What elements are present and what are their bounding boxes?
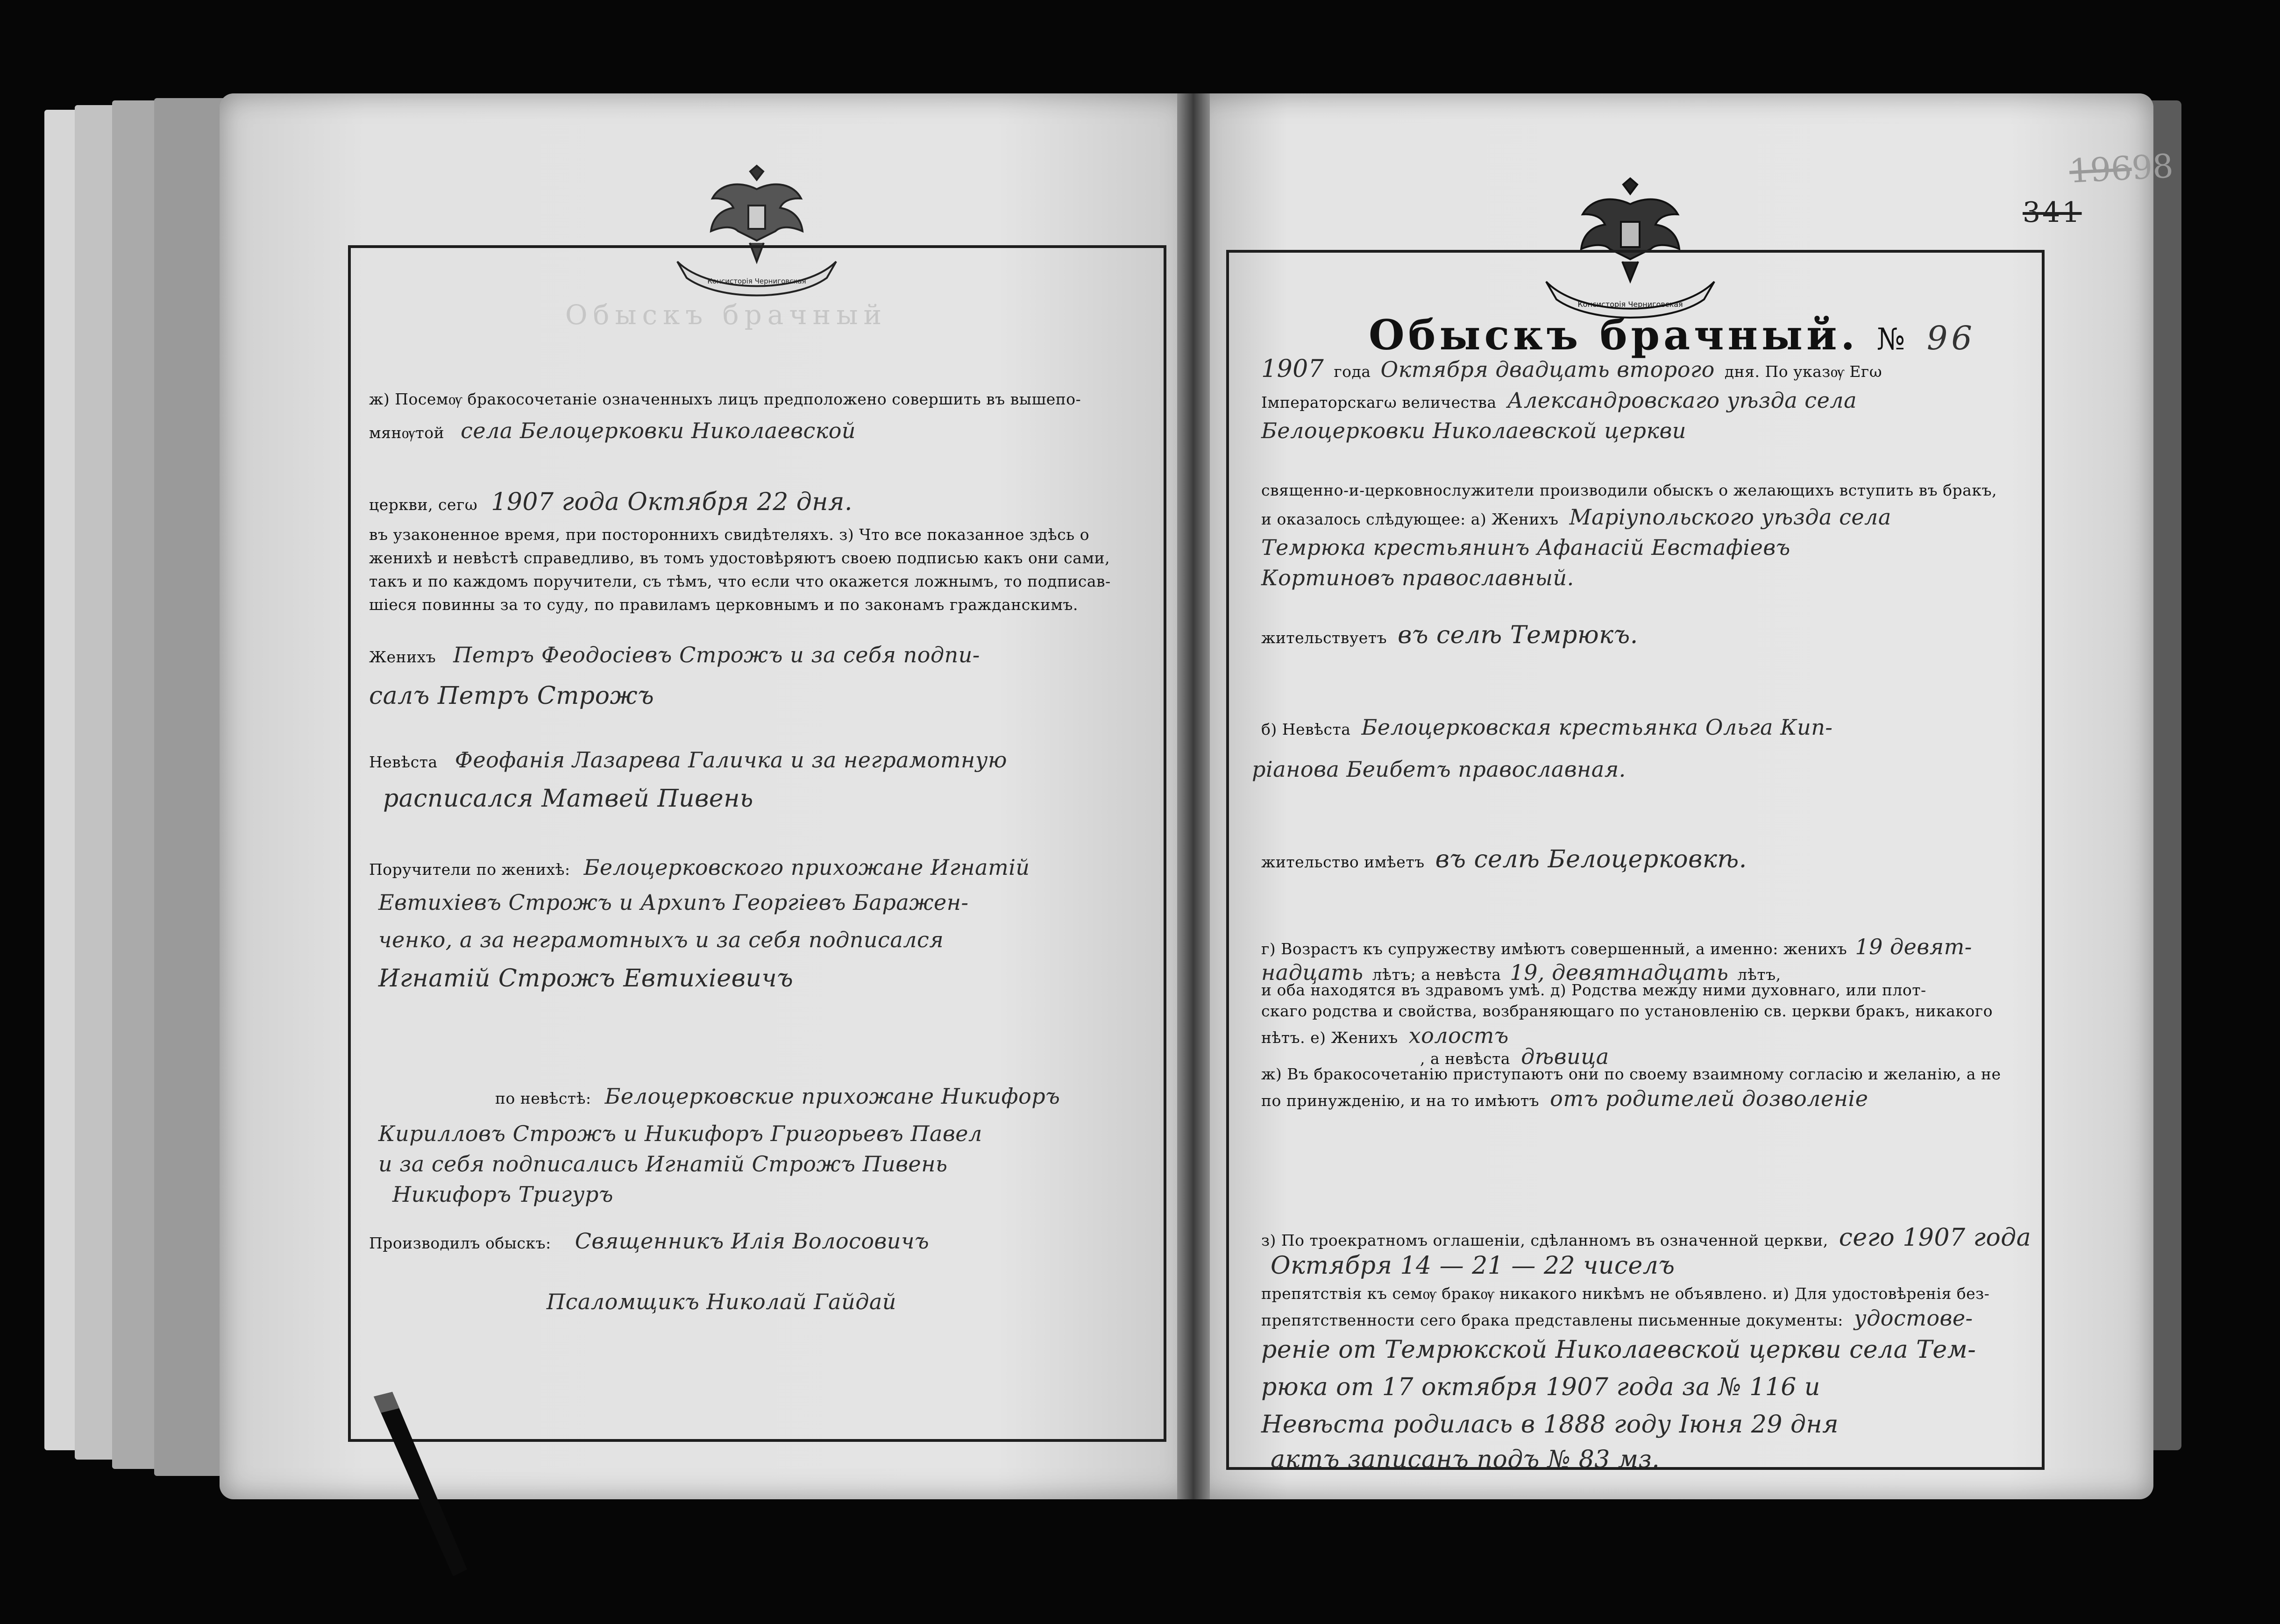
age-line: и оба находятся въ здравомъ умѣ. д) Родства между ними духовнаго, или плот- xyxy=(1261,981,1926,999)
emblem-ribbon-text: Консисторія Черниговская xyxy=(707,277,806,285)
groom-hw-line: Кортиновъ православный. xyxy=(1261,565,1574,590)
groom-guarantors-line: Игнатій Строжъ Евтихіевичъ xyxy=(378,964,794,993)
banns-line: з) По троекратномъ оглашеніи, сдѣланномъ въ означенной церкви, сего 1907 года xyxy=(1261,1224,2031,1252)
folio-number: 341 xyxy=(2023,196,2082,229)
left-para-line: женихѣ и невѣстѣ справедливо, въ томъ удостовѣряютъ своею подписью какъ они сами, xyxy=(369,549,1110,567)
bride-residence-field: жительство имѣетъ въ селѣ Белоцерковкѣ. xyxy=(1261,845,1747,873)
documents-hw-line: реніе от Темрюкской Николаевской церкви села Тем- xyxy=(1261,1336,1976,1364)
groom-guarantors-line: Евтихіевъ Строжъ и Архипъ Георгіевъ Баражен- xyxy=(378,890,969,915)
left-para-line: такъ и по каждомъ поручители, съ тѣмъ, что если что окажется ложнымъ, то подписав- xyxy=(369,572,1111,590)
right-line-authority: Імператорскагω величества Александровскаго уѣзда села xyxy=(1261,388,1857,413)
pen-icon xyxy=(364,1392,476,1579)
bride-guarantors-field: по невѣстѣ: Белоцерковские прихожане Никифоръ xyxy=(495,1084,1060,1109)
right-line-church: Белоцерковки Николаевской церкви xyxy=(1261,418,1686,443)
conducted-by-field: Производилъ обыскъ: Священникъ Илія Волосовичъ xyxy=(369,1228,930,1254)
document-title: Обыскъ брачный. № 96 xyxy=(1369,311,1976,359)
bride-guarantors-line: Кирилловъ Строжъ и Никифоръ Григорьевъ Павел xyxy=(378,1121,982,1146)
groom-signature: салъ Петръ Строжъ xyxy=(369,682,654,710)
bride-field: Невѣста Феофанія Лазарева Галичка и за неграмотную xyxy=(369,747,1008,773)
left-para-line: въ узаконенное время, при постороннихъ свидѣтеляхъ. з) Что все показанное здѣсь о xyxy=(369,525,1090,544)
documents-hw-line: рюка от 17 октября 1907 года за № 116 и xyxy=(1261,1373,1820,1401)
groom-residence-field: жительствуетъ въ селѣ Темрюкъ. xyxy=(1261,621,1638,649)
groom-field-right: и оказалось слѣдующее: а) Женихъ Маріупольского уѣзда села xyxy=(1261,504,1891,530)
bride-guarantors-line: Никифоръ Тригуръ xyxy=(392,1182,614,1207)
bride-field-right: б) Невѣста Белоцерковская крестьянка Ольга Кип- xyxy=(1261,715,1833,740)
banns-line: Октября 14 — 21 — 22 чиселъ xyxy=(1271,1252,1675,1280)
psalmist-signature: Псаломщикъ Николай Гайдай xyxy=(547,1289,896,1314)
age-line: скаго родства и свойства, возбраняющаго по установленію св. церкви бракъ, никакого xyxy=(1261,1002,1993,1020)
bride-signature: расписался Матвей Пивень xyxy=(383,785,753,813)
left-para-line: ж) Посемѹ бракосочетаніе означенныхъ лицъ предположено совершить въ вышепо- xyxy=(369,390,1081,408)
groom-guarantors-line: ченко, а за неграмотныхъ и за себя подписался xyxy=(378,927,944,952)
book-gutter xyxy=(1177,93,1210,1499)
age-line: , а невѣста дѣвица xyxy=(1420,1044,1609,1069)
banns-line: препятственности сего брака представлены письменные документы: удостове- xyxy=(1261,1305,1973,1331)
bride-hw-line: ріанова Беибетъ православная. xyxy=(1252,757,1626,782)
age-line: нѣтъ. е) Женихъ холостъ xyxy=(1261,1023,1509,1048)
age-line: надцать лѣтъ; а невѣста 19, девятнадцать лѣтъ, xyxy=(1261,960,1781,985)
left-para-line: церкви, сегω 1907 года Октября 22 дня. xyxy=(369,488,852,516)
age-line: г) Возрастъ къ супружеству имѣютъ совершенный, а именно: женихъ 19 девят- xyxy=(1261,934,1972,959)
consent-line: по принужденію, и на то имѣютъ отъ родителей дозволеніе xyxy=(1261,1086,1868,1111)
documents-hw-line: Невѣста родилась в 1888 году Іюня 29 дня xyxy=(1261,1411,1839,1439)
left-para-line: шіеся повинны за то суду, по правиламъ церковнымъ и по законамъ гражданскимъ. xyxy=(369,596,1079,614)
banns-line: препятствія къ семѹ бракѹ никакого никѣмъ не объявлено. и) Для удостовѣренія без- xyxy=(1261,1284,1990,1303)
emblem-ribbon-text: Консисторія Черниговская xyxy=(1577,300,1683,309)
groom-guarantors-field: Поручители по женихѣ: Белоцерковского прихожане Игнатій xyxy=(369,855,1030,880)
groom-field: Женихъ Петръ Феодосіевъ Строжъ и за себя подпи- xyxy=(369,642,980,667)
bleed-through-title: Обыскъ брачный xyxy=(565,299,888,331)
right-line-date: 1907 года Октября двадцать второго дня. По указѹ Егω xyxy=(1261,355,1882,383)
documents-hw-line: актъ записанъ подъ № 83 мз. xyxy=(1271,1446,1660,1474)
archive-number: 19698 xyxy=(2068,147,2174,191)
groom-hw-line: Темрюка крестьянинъ Афанасій Евстафіевъ xyxy=(1261,535,1790,560)
right-line-print: священно-и-церковнослужители производили обыскъ о желающихъ вступить въ бракъ, xyxy=(1261,481,1997,499)
bride-guarantors-line: и за себя подписались Игнатій Строжъ Пивень xyxy=(378,1151,948,1177)
left-para-line: мянѹтой села Белоцерковки Николаевской xyxy=(369,418,856,443)
consent-line: ж) Въ бракосочетанію приступаютъ они по своему взаимному согласію и желанію, а не xyxy=(1261,1065,2001,1083)
